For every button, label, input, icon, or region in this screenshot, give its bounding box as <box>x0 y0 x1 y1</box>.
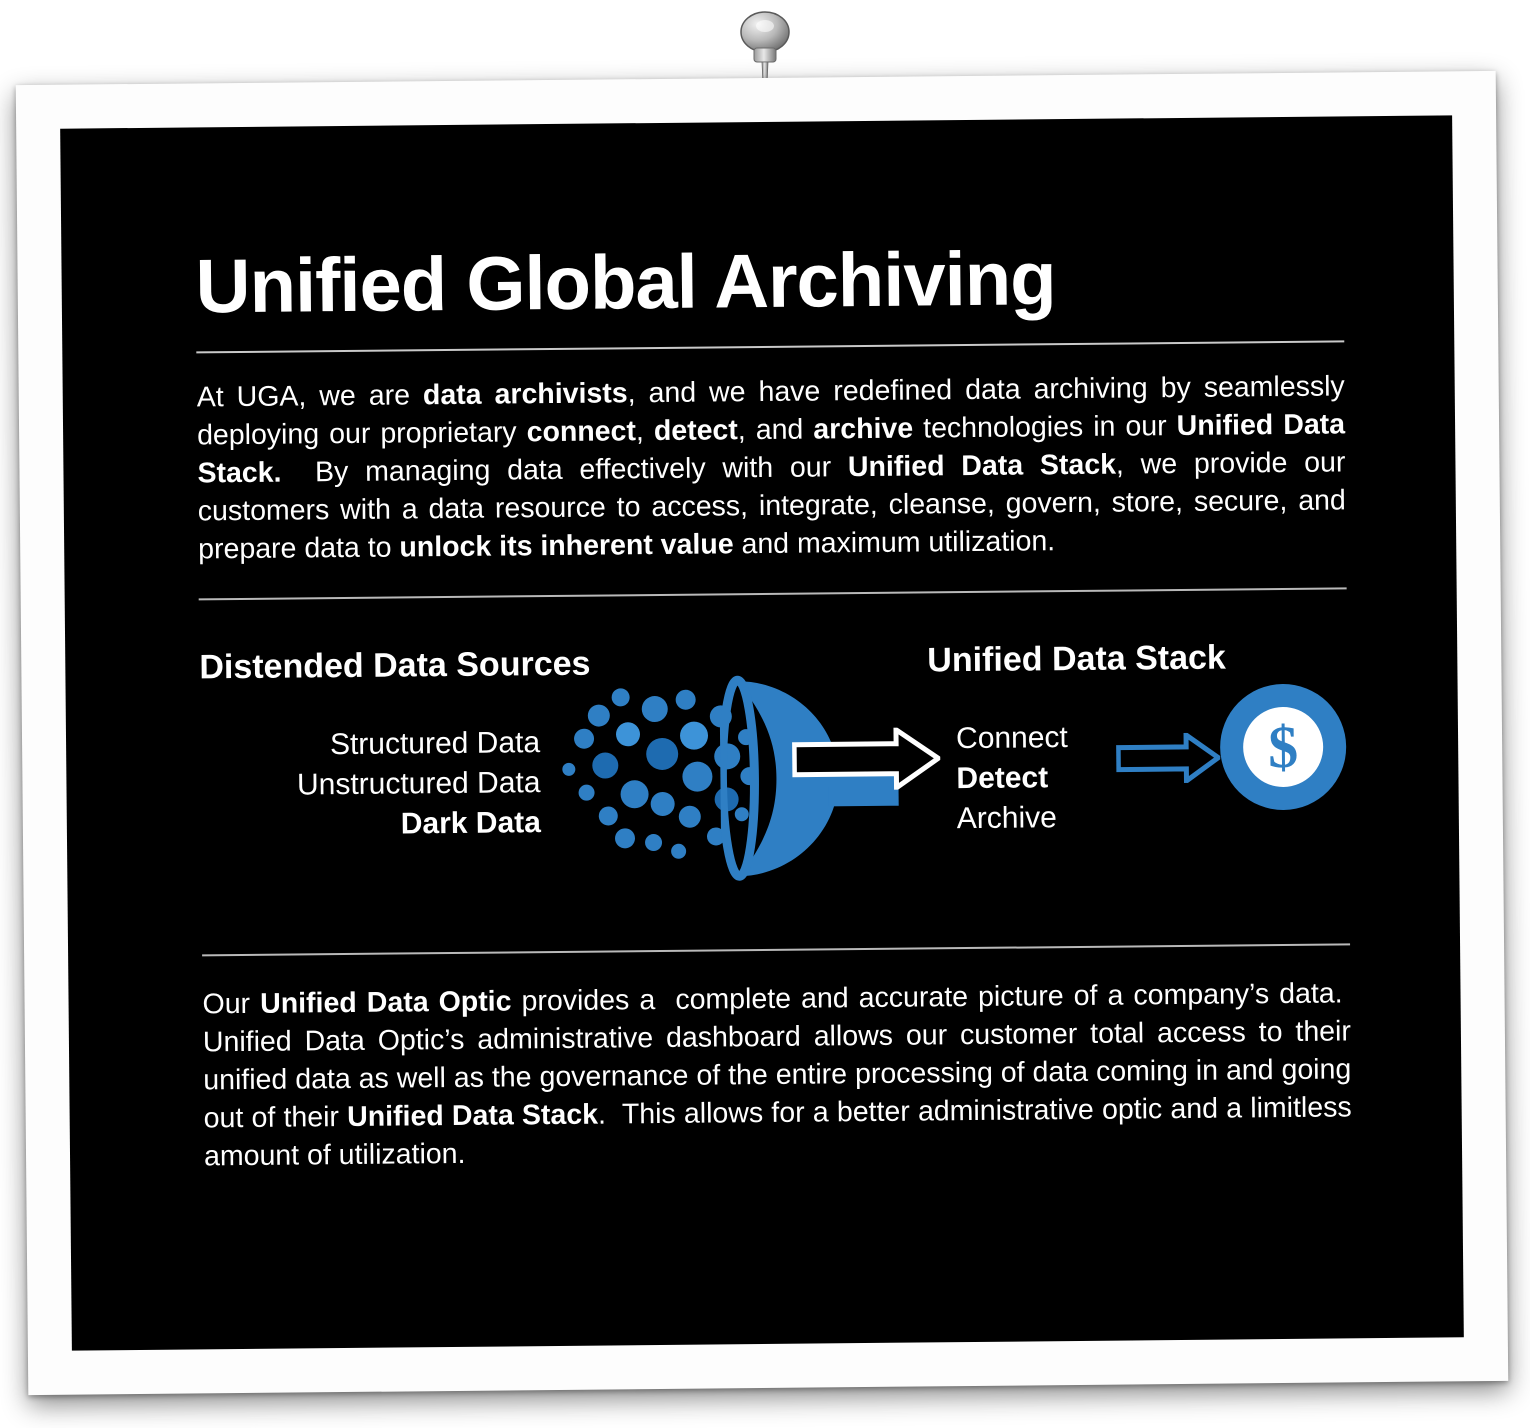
data-sources-list <box>200 724 541 847</box>
list-item: Connect <box>955 721 1068 756</box>
list-item: Detect <box>956 761 1049 796</box>
diagram-left-heading: Distended Data Sources <box>199 645 591 687</box>
diagram-right-heading: Unified Data Stack <box>927 638 1227 680</box>
dollar-coin-icon <box>1220 684 1347 811</box>
coin-symbol: $ <box>1267 713 1299 781</box>
paper-sheet <box>16 71 1509 1395</box>
poster-body <box>60 115 1464 1350</box>
right-arrow-icon <box>1116 733 1220 784</box>
intro-paragraph: At UGA, we are data archivists, and we have redefined data archiving by seamlessly deploying our proprietary connect, detect, and archive technologies in our Unified Data Stack. By managing data effectively with our Unified Data Stack, we provide our customers with a data resource to access, integrate, cleanse, govern, store, secure, and prepare data to unlock its inherent value and maximum utilization. <box>196 370 1346 565</box>
process-diagram <box>199 604 1350 945</box>
list-item: Structured Data <box>329 726 541 762</box>
outro-paragraph: Our Unified Data Optic provides a complete and accurate picture of a company’s data. Unified Data Optic’s administrative dashboard allows our customer total access to their unified data as well as the governance of the entire processing of data coming in and going out of their Unified Data Stack. This allows for a better administrative optic and a limitless amount of utilization. <box>202 977 1352 1173</box>
right-arrow-icon <box>792 728 941 791</box>
list-item: Dark Data <box>400 806 542 841</box>
divider-middle <box>199 588 1347 601</box>
unified-stack-steps <box>956 719 1069 840</box>
list-item: Unstructured Data <box>296 766 541 802</box>
page-title: Unified Global Archiving <box>195 236 1056 330</box>
list-item: Archive <box>956 801 1058 836</box>
